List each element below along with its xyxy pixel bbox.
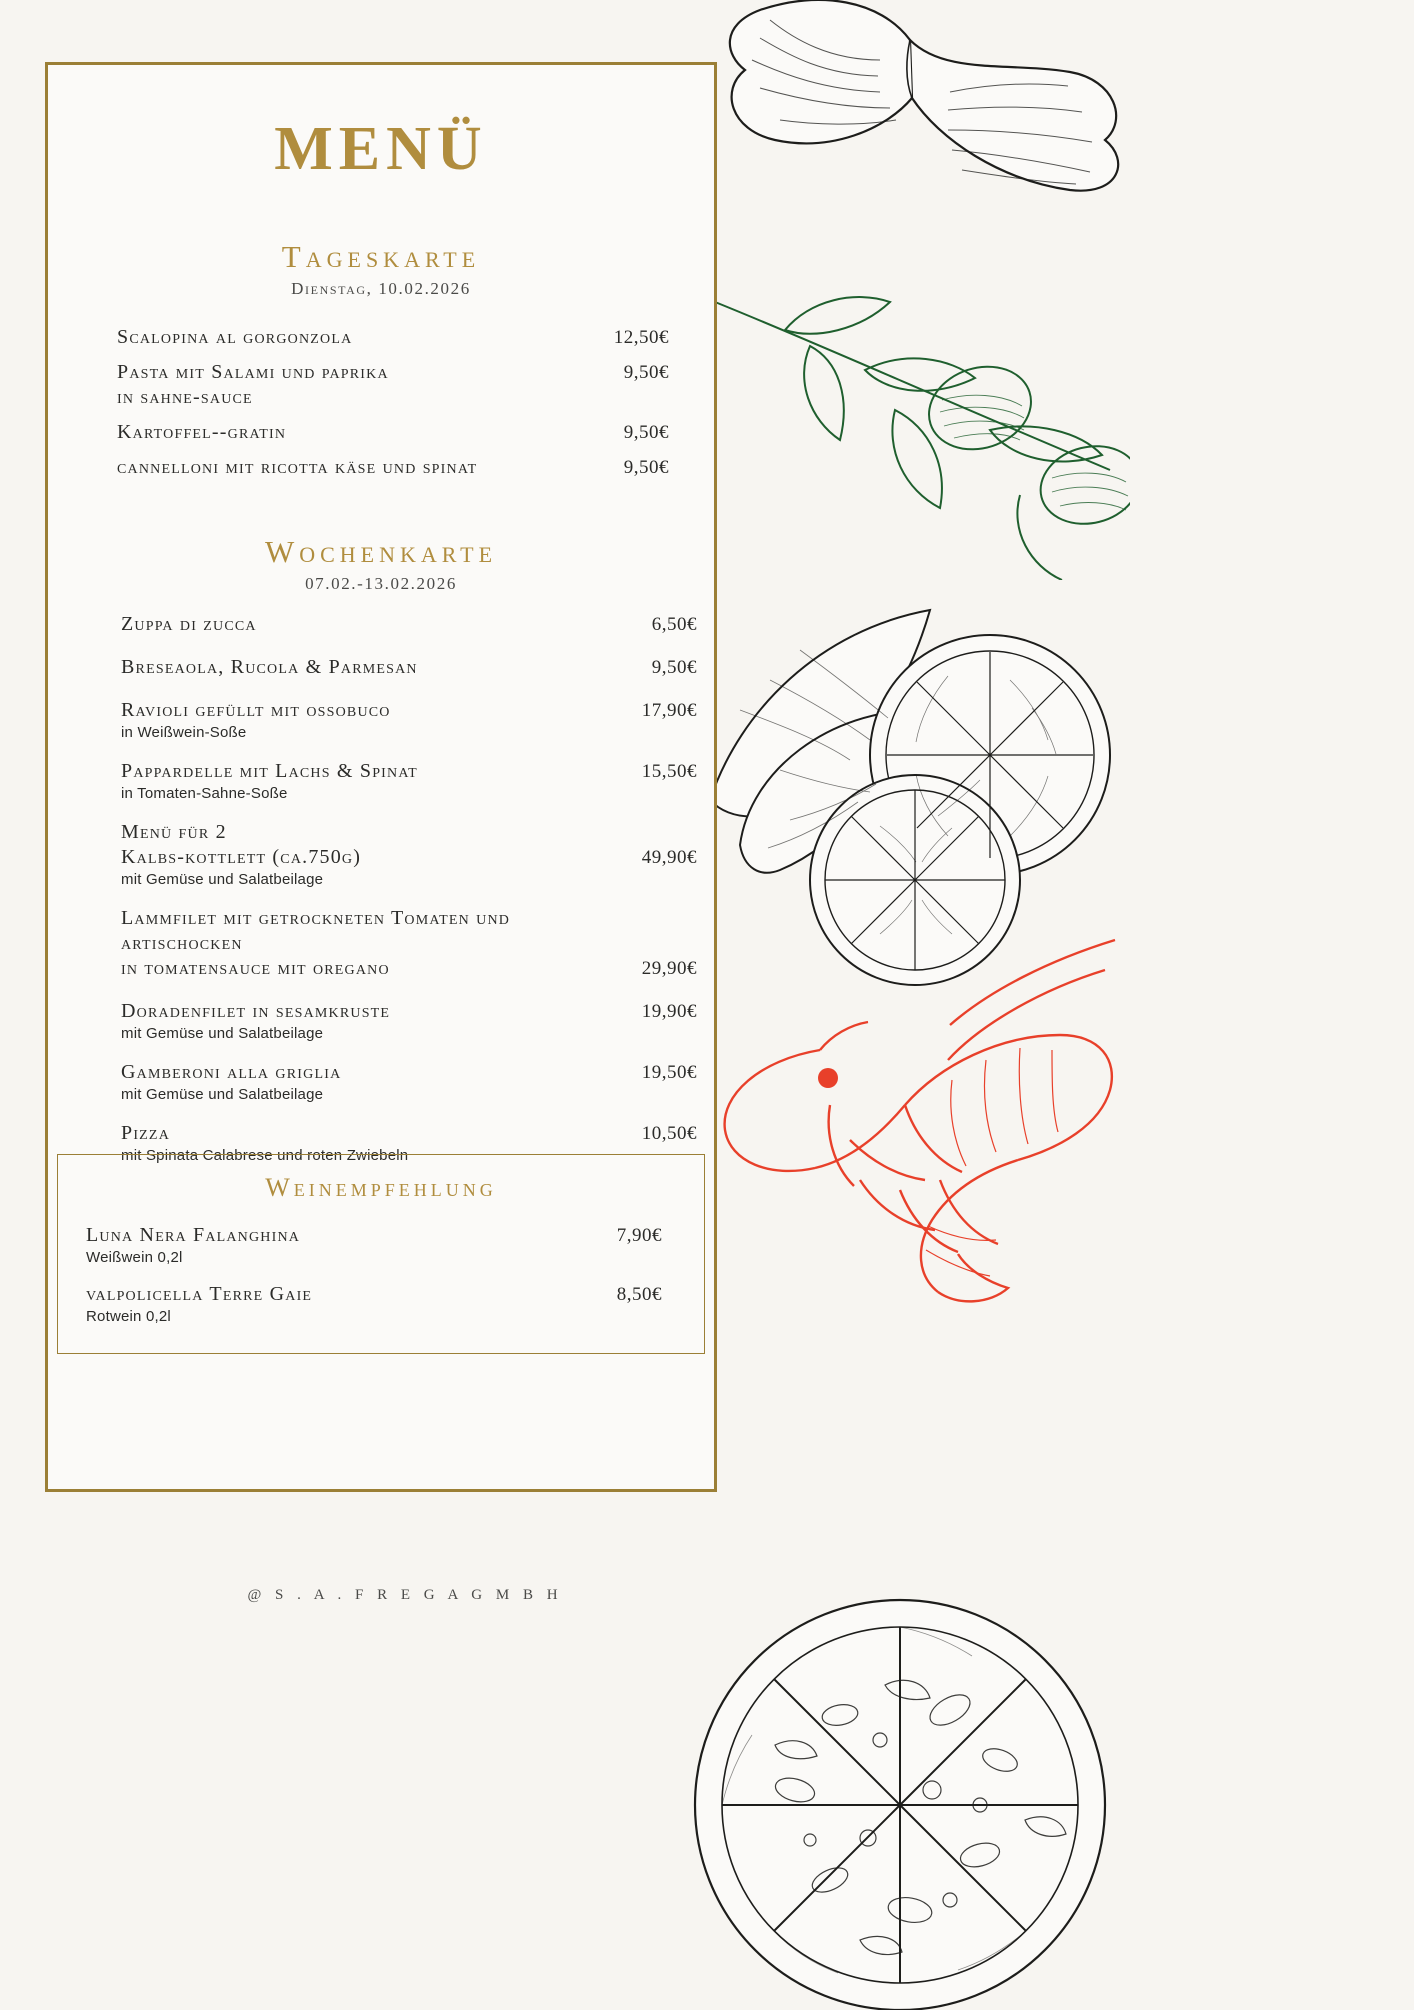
item-price: 49,90€	[641, 847, 697, 868]
item-price: 15,50€	[641, 761, 697, 782]
item-price: 7,90€	[616, 1225, 662, 1246]
item-name: Scalopina al gorgonzola	[117, 326, 353, 348]
footer-credit: @ S . A . F R E G A G M B H	[247, 1587, 563, 1603]
lemon-slices-illustration	[680, 590, 1150, 990]
item-name: cannelloni mit ricotta käse und spinat	[117, 456, 478, 478]
item-price: 12,50€	[613, 327, 669, 348]
item-price: 9,50€	[623, 422, 669, 443]
item-name: valpolicella Terre Gaie	[86, 1283, 313, 1305]
item-price: 9,50€	[651, 657, 697, 678]
menu-item	[121, 1060, 697, 1103]
item-name: Gamberoni alla griglia	[121, 1061, 342, 1083]
shrimp-illustration	[700, 930, 1120, 1330]
item-price: 29,90€	[641, 958, 697, 979]
item-name: Breseaola, Rucola & Parmesan	[121, 656, 418, 678]
item-name: Zuppa di zucca	[121, 613, 257, 635]
item-name: Doradenfilet in sesamkruste	[121, 1000, 391, 1022]
menu-item	[117, 455, 669, 480]
daily-section-heading: Tageskarte	[281, 239, 481, 274]
item-name-line2: in sahne-sauce	[117, 386, 253, 408]
item-description: Weißwein 0,2l	[86, 1249, 183, 1266]
item-description: in Tomaten-Sahne-Soße	[121, 785, 288, 802]
pizza-illustration	[680, 1590, 1120, 2010]
weekly-section-heading: Wochenkarte	[264, 534, 498, 569]
item-description: mit Gemüse und Salatbeilage	[121, 1086, 324, 1103]
menu-item	[121, 759, 697, 802]
wine-section-heading: Weinempfehlung	[265, 1173, 497, 1202]
item-name-line2: in tomatensauce mit oregano	[121, 957, 390, 979]
item-name: Menü für 2	[121, 821, 227, 843]
menu-content	[45, 62, 717, 1603]
item-name: Pizza	[121, 1122, 170, 1144]
item-description: Rotwein 0,2l	[86, 1308, 171, 1325]
wine-items-list	[58, 1223, 704, 1325]
item-price: 17,90€	[641, 700, 697, 721]
item-description: mit Gemüse und Salatbeilage	[121, 871, 324, 888]
daily-items-list	[45, 325, 717, 480]
menu-item	[121, 655, 697, 680]
wine-item	[86, 1223, 662, 1266]
item-name: Luna Nera Falanghina	[86, 1224, 301, 1246]
item-name: Pappardelle mit Lachs & Spinat	[121, 760, 418, 782]
item-price: 19,90€	[641, 1001, 697, 1022]
wine-recommendation-box	[57, 1154, 705, 1354]
item-description: in Weißwein-Soße	[121, 724, 247, 741]
menu-item	[117, 360, 669, 410]
item-description: mit Spinata Calabrese und roten Zwiebeln	[121, 1147, 409, 1164]
menu-item	[121, 820, 697, 888]
item-price: 8,50€	[616, 1284, 662, 1305]
item-price: 19,50€	[641, 1062, 697, 1083]
weekly-items-list	[45, 612, 717, 1164]
item-description: mit Gemüse und Salatbeilage	[121, 1025, 324, 1042]
item-name: Kartoffel--gratin	[117, 421, 287, 443]
item-name: Ravioli gefüllt mit ossobuco	[121, 699, 391, 721]
wine-item	[86, 1282, 662, 1325]
olive-branch-illustration	[690, 280, 1130, 580]
item-name: Lammfilet mit getrockneten Tomaten und artischocken	[121, 907, 511, 954]
menu-item	[121, 698, 697, 741]
menu-item	[117, 325, 669, 350]
weekly-section-date: 07.02.-13.02.2026	[305, 574, 457, 593]
item-price: 10,50€	[641, 1123, 697, 1144]
menu-item	[117, 420, 669, 445]
menu-item	[121, 999, 697, 1042]
menu-item	[121, 612, 697, 637]
item-price: 9,50€	[623, 457, 669, 478]
item-name: Pasta mit Salami und paprika	[117, 361, 389, 383]
item-price: 9,50€	[623, 362, 669, 383]
daily-section-date: Dienstag, 10.02.2026	[291, 279, 471, 298]
item-name-line2: Kalbs-kottlett (ca.750g)	[121, 846, 362, 868]
page-title: MENÜ	[274, 115, 488, 183]
farfalle-pasta-illustration	[700, 0, 1130, 310]
menu-item	[121, 906, 697, 981]
item-price: 6,50€	[651, 614, 697, 635]
